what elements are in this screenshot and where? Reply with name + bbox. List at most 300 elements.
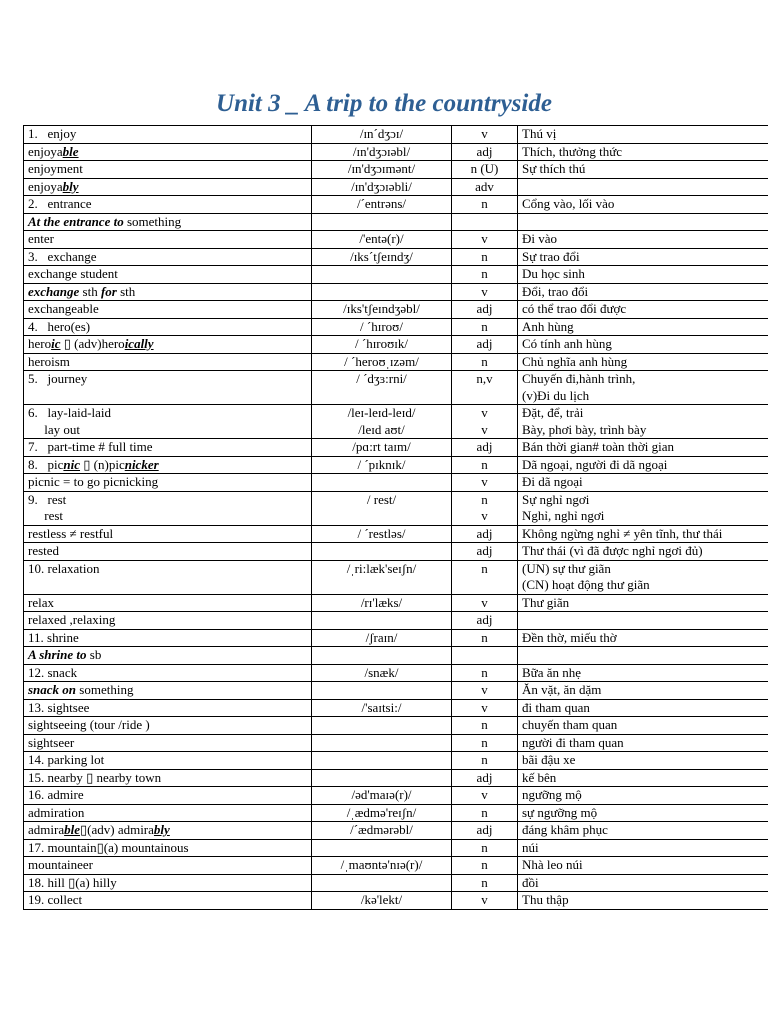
word-segment: snack on [28,682,77,697]
vocab-meaning [518,266,768,284]
vocab-row [24,857,768,875]
word-segment: sb [86,647,102,662]
vocab-meaning [518,874,768,892]
vocab-pronunciation [312,612,452,630]
word-segment: 5. journey [28,371,88,386]
meaning-line: Nhà leo núi [522,857,583,872]
vocab-part-of-speech: n [452,857,518,875]
vocab-pronunciation: / ˊhɪroʊ/ [312,318,452,336]
word-segment: rested [28,543,60,558]
word-segment: ic [51,336,61,351]
word-segment: sightseer [28,734,75,750]
vocab-part-of-speech: adj [452,822,518,840]
vocab-part-of-speech: n [452,664,518,682]
vocab-row [24,717,768,735]
meaning-line: Thu thập [522,892,569,907]
vocab-pronunciation: /ˊædmərəbl/ [312,822,452,840]
vocab-meaning [518,318,768,336]
vocab-row [24,456,768,474]
vocab-pronunciation [312,874,452,892]
vocab-part-of-speech: n [452,560,518,594]
word-segment: ically [124,336,154,351]
vocab-pronunciation: /ˌri:læk'seɪʃn/ [312,560,452,594]
vocab-meaning [518,857,768,875]
vocab-part-of-speech: adj [452,439,518,457]
vocab-word [24,491,312,525]
meaning-line: Sự trao đổi [522,248,580,264]
vocab-word [24,353,312,371]
vocab-row [24,629,768,647]
vocab-pronunciation: /ˊentrəns/ [312,196,452,214]
vocab-word [24,734,312,752]
word-segment: hero [28,336,52,351]
vocab-meaning [518,769,768,787]
word-segment: enjoya [28,143,63,159]
vocab-part-of-speech: adj [452,525,518,543]
vocab-pronunciation: /'saɪtsi:/ [312,699,452,717]
vocab-row [24,752,768,770]
vocab-meaning [518,491,768,525]
meaning-line: đồi [522,874,539,890]
meaning-line [522,214,768,231]
vocab-pronunciation: /ɪn'dʒɔɪəbl/ [312,143,452,161]
meaning-line: (v)Đi du lịch [522,387,590,403]
vocab-part-of-speech: n v [452,491,518,525]
vocab-word [24,629,312,647]
word-segment: 6. lay-laid-laid [28,405,112,420]
vocab-pronunciation: /ɪn'dʒɔɪəbli/ [312,178,452,196]
vocab-pronunciation: / rest/ [312,491,452,525]
vocab-part-of-speech: adj [452,143,518,161]
vocab-pronunciation: /ˌmaʊntə'nɪə(r)/ [312,857,452,875]
meaning-line: Chủ nghĩa anh hùng [522,353,628,369]
meaning-line [522,612,768,629]
word-segment: 4. hero(es) [28,318,91,334]
vocab-part-of-speech [452,213,518,231]
vocab-row [24,301,768,319]
meaning-line: Đền thờ, miếu thờ [522,629,617,645]
word-segment: 2. entrance [28,196,92,211]
vocab-row [24,336,768,354]
word-segment: 14. parking lot [28,752,105,767]
vocab-pronunciation: /kə'lekt/ [312,892,452,910]
vocab-pronunciation [312,682,452,700]
vocab-word [24,717,312,735]
vocab-row [24,266,768,284]
word-segment: 17. mountain▯(a) mountainous [28,839,189,855]
vocab-row [24,699,768,717]
vocab-pronunciation [312,474,452,492]
vocab-word [24,594,312,612]
word-segment: heroism [28,353,70,369]
word-segment: 13. sightsee [28,699,90,715]
vocab-part-of-speech: n [452,266,518,284]
meaning-line: Sự nghỉ ngơi [522,491,590,507]
meaning-line: chuyến tham quan [522,717,618,732]
vocab-word [24,405,312,439]
word-segment: 1. enjoy [28,126,77,141]
vocab-meaning [518,143,768,161]
vocab-meaning [518,682,768,700]
meaning-line: núi [522,839,539,855]
word-segment: 8. pic [28,456,64,472]
meaning-line: Bán thời gian# toàn thời gian [522,439,675,454]
vocab-row [24,231,768,249]
vocab-meaning [518,787,768,805]
word-segment: something [123,213,182,229]
vocab-meaning [518,371,768,405]
vocab-word [24,143,312,161]
vocab-meaning [518,161,768,179]
vocab-part-of-speech: v [452,231,518,249]
vocab-meaning [518,456,768,474]
meaning-line: Đổi, trao đổi [522,283,589,299]
vocab-meaning [518,231,768,249]
vocab-part-of-speech: adj [452,336,518,354]
word-segment: bly [153,822,170,837]
word-segment: enjoyment [28,161,83,176]
vocab-row [24,664,768,682]
meaning-line: sự ngưỡng mộ [522,804,598,820]
vocab-word [24,178,312,196]
meaning-line: Thú vị [522,126,557,141]
vocab-row [24,787,768,805]
vocab-row [24,353,768,371]
vocab-word [24,301,312,319]
vocab-pronunciation: /ɪn'dʒɔɪmənt/ [312,161,452,179]
word-segment: relaxed ,relaxing [28,612,116,627]
word-segment: 18. hill ▯(a) hilly [28,874,117,890]
vocab-pronunciation: / ˊhɪroʊɪk/ [312,336,452,354]
vocab-meaning [518,664,768,682]
vocab-meaning [518,525,768,543]
vocab-meaning [518,248,768,266]
vocab-meaning [518,283,768,301]
vocab-word [24,857,312,875]
word-segment: relax [28,594,54,610]
word-segment: admiration [28,804,85,820]
meaning-line [522,647,768,664]
vocab-meaning [518,717,768,735]
vocab-row [24,248,768,266]
vocab-meaning [518,301,768,319]
vocab-row [24,647,768,665]
word-segment: 12. snack [28,664,78,680]
vocab-pronunciation: /pɑ:rt taɪm/ [312,439,452,457]
meaning-line: đi tham quan [522,699,590,715]
vocab-meaning [518,405,768,439]
vocab-row [24,126,768,144]
word-segment: nicker [124,456,159,472]
vocab-row [24,161,768,179]
word-segment: nic [63,456,81,472]
word-segment: lay out [28,421,80,437]
vocab-row [24,525,768,543]
word-segment: bly [62,178,79,194]
vocab-pronunciation: /ɪks'tʃeɪndʒəbl/ [312,301,452,319]
vocab-word [24,248,312,266]
word-segment: admira [28,822,65,837]
vocab-word [24,474,312,492]
vocab-part-of-speech: adv [452,178,518,196]
meaning-line: Chuyến đi,hành trình, [522,371,636,386]
word-segment: 9. rest [28,491,67,507]
vocab-part-of-speech: n [452,839,518,857]
vocab-meaning [518,752,768,770]
vocab-part-of-speech: v [452,283,518,301]
vocab-meaning [518,804,768,822]
vocab-part-of-speech: n [452,804,518,822]
vocab-pronunciation [312,543,452,561]
meaning-line: Du học sinh [522,266,585,281]
meaning-line: Đặt, để, trải [522,405,584,420]
vocab-row [24,371,768,405]
vocab-part-of-speech: v v [452,405,518,439]
vocab-word [24,456,312,474]
word-segment: enter [28,231,54,246]
word-segment: 19. collect [28,892,83,907]
meaning-line: Cổng vào, lối vào [522,196,615,211]
word-segment: 7. part-time # full time [28,439,153,454]
vocab-pronunciation [312,266,452,284]
vocab-part-of-speech: n [452,734,518,752]
vocab-row [24,318,768,336]
vocab-meaning [518,839,768,857]
vocab-meaning [518,560,768,594]
vocab-row [24,822,768,840]
vocab-meaning [518,474,768,492]
vocab-word [24,699,312,717]
meaning-line: Anh hùng [522,318,574,334]
vocab-word [24,892,312,910]
vocab-word [24,839,312,857]
vocab-pronunciation: /əd'maɪə(r)/ [312,787,452,805]
meaning-line: đáng khâm phục [522,822,608,837]
vocab-part-of-speech: n [452,456,518,474]
vocab-word [24,126,312,144]
vocab-pronunciation: /'entə(r)/ [312,231,452,249]
meaning-line: Đi dã ngoại [522,474,583,489]
meaning-line: Có tính anh hùng [522,336,612,351]
vocab-part-of-speech: n [452,196,518,214]
word-segment: picnic = to go picnicking [28,474,159,489]
vocab-part-of-speech: n [452,353,518,371]
vocab-word [24,336,312,354]
word-segment: 3. exchange [28,248,97,264]
meaning-line: kế bên [522,769,557,785]
vocab-word [24,283,312,301]
vocab-word [24,769,312,787]
vocab-part-of-speech: adj [452,769,518,787]
vocab-part-of-speech: adj [452,301,518,319]
meaning-line: Dã ngoại, người đi dã ngoại [522,456,668,472]
vocab-meaning [518,336,768,354]
vocab-row [24,543,768,561]
word-segment: for [100,283,117,299]
word-segment: enjoya [28,178,63,194]
meaning-line [522,179,768,196]
vocabulary-table-body [24,126,768,910]
vocab-row [24,612,768,630]
vocab-meaning [518,196,768,214]
vocab-word [24,439,312,457]
vocab-pronunciation: /rɪ'læks/ [312,594,452,612]
word-segment: something [76,682,134,697]
vocab-row [24,804,768,822]
vocab-word [24,525,312,543]
meaning-line: có thể trao đổi được [522,301,627,316]
vocab-part-of-speech: n [452,874,518,892]
word-segment: ble [64,822,80,837]
vocab-part-of-speech: v [452,682,518,700]
vocab-pronunciation: / ˊheroʊˌɪzəm/ [312,353,452,371]
vocab-meaning [518,213,768,231]
vocab-word [24,196,312,214]
vocab-part-of-speech: n,v [452,371,518,405]
vocab-word [24,371,312,405]
vocab-part-of-speech [452,647,518,665]
vocab-word [24,612,312,630]
word-segment: A shrine to [28,647,87,662]
vocab-word [24,874,312,892]
word-segment: ▯ (adv)hero [60,336,125,351]
meaning-line: Nghỉ, nghỉ ngơi [522,508,605,523]
vocab-pronunciation: /ˌædmə'reɪʃn/ [312,804,452,822]
vocab-meaning [518,543,768,561]
vocab-part-of-speech: n (U) [452,161,518,179]
vocab-part-of-speech: v [452,892,518,910]
vocab-row [24,769,768,787]
vocab-meaning [518,353,768,371]
vocab-part-of-speech: n [452,248,518,266]
vocab-pronunciation: / ˊdʒɜ:rni/ [312,371,452,405]
vocab-row [24,178,768,196]
vocab-part-of-speech: adj [452,612,518,630]
word-segment: 10. relaxation [28,560,100,576]
vocab-pronunciation: /snæk/ [312,664,452,682]
vocab-word [24,787,312,805]
vocab-row [24,839,768,857]
vocab-part-of-speech: v [452,787,518,805]
meaning-line: Thư thái (vì đã được nghỉ ngơi đủ) [522,543,703,558]
word-segment: ▯ (n)pic [80,456,125,472]
vocab-word [24,822,312,840]
vocab-pronunciation: /ɪnˊdʒɔɪ/ [312,126,452,144]
vocab-row [24,143,768,161]
word-segment: sightseeing (tour /ride ) [28,717,150,732]
page-title: Unit 3 _ A trip to the countryside [216,90,552,117]
vocab-word [24,682,312,700]
meaning-line: Ăn vặt, ăn dặm [522,682,602,697]
vocab-part-of-speech: n [452,717,518,735]
word-segment: sth [79,283,101,299]
vocab-part-of-speech: v [452,126,518,144]
vocab-word [24,161,312,179]
vocab-word [24,231,312,249]
vocab-pronunciation [312,752,452,770]
vocab-row [24,439,768,457]
vocab-word [24,664,312,682]
vocab-pronunciation: / ˊrestləs/ [312,525,452,543]
word-segment: 15. nearby ▯ nearby town [28,769,162,785]
vocab-part-of-speech: n [452,629,518,647]
vocab-pronunciation [312,734,452,752]
vocab-row [24,405,768,439]
meaning-line: Sự thích thú [522,161,586,176]
vocabulary-table [23,125,768,910]
vocab-meaning [518,892,768,910]
word-segment: 16. admire [28,787,84,802]
vocab-meaning [518,594,768,612]
vocab-meaning [518,822,768,840]
meaning-line: (UN) sự thư giãn [522,560,611,576]
vocab-part-of-speech: v [452,594,518,612]
vocab-pronunciation [312,717,452,735]
vocab-word [24,752,312,770]
vocab-meaning [518,178,768,196]
vocab-row [24,560,768,594]
vocab-part-of-speech: n [452,318,518,336]
vocab-row [24,283,768,301]
word-segment: sth [116,283,136,299]
meaning-line: người đi tham quan [522,734,624,750]
meaning-line: Đi vào [522,231,558,246]
word-segment: ▯(adv) admira [79,822,154,837]
vocab-row [24,474,768,492]
word-segment: 11. shrine [28,629,79,645]
vocab-row [24,491,768,525]
word-segment: rest [28,508,64,523]
vocab-pronunciation [312,769,452,787]
meaning-line: Thư giãn [522,594,570,610]
vocab-word [24,804,312,822]
vocab-row [24,594,768,612]
vocab-part-of-speech: v [452,474,518,492]
vocab-row [24,196,768,214]
vocab-meaning [518,439,768,457]
vocab-word [24,213,312,231]
word-segment: restless ≠ restful [28,525,114,541]
word-segment: mountaineer [28,857,93,872]
vocab-part-of-speech: adj [452,543,518,561]
vocab-row [24,682,768,700]
vocab-meaning [518,734,768,752]
vocab-pronunciation [312,647,452,665]
vocab-meaning [518,126,768,144]
vocab-word [24,647,312,665]
vocab-row [24,874,768,892]
meaning-line: Bày, phơi bày, trình bày [522,421,647,437]
vocab-pronunciation [312,213,452,231]
meaning-line: Không ngừng nghỉ ≠ yên tĩnh, thư thái [522,525,723,541]
word-segment: exchange student [28,266,118,281]
vocab-word [24,543,312,561]
meaning-line: Thích, thưởng thức [522,143,623,159]
vocab-row [24,892,768,910]
meaning-line: Bữa ăn nhẹ [522,664,582,680]
vocab-word [24,266,312,284]
vocab-meaning [518,699,768,717]
word-segment: At the entrance to [28,213,124,229]
word-segment: exchange [28,283,80,299]
vocab-pronunciation: / ˊpɪknɪk/ [312,456,452,474]
word-segment: ble [62,143,79,159]
vocab-part-of-speech: v [452,699,518,717]
vocab-pronunciation: /ɪks´tʃeɪndʒ/ [312,248,452,266]
vocab-pronunciation: /ʃraɪn/ [312,629,452,647]
vocab-pronunciation [312,839,452,857]
vocab-pronunciation [312,283,452,301]
